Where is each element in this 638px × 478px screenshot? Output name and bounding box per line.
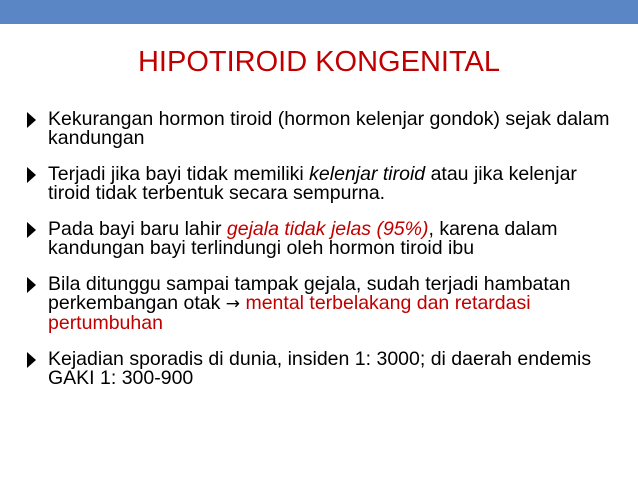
slide-title: HIPOTIROID KONGENITAL [137,46,500,78]
bullet-list [26,110,616,405]
bullet-item-1 [26,110,616,148]
bullet-text-part: , karena dalam kandungan bayi terlindungi oleh hormon tiroid ibu [48,218,558,259]
triangle-right-icon [27,277,36,293]
bullet-item-2 [26,165,616,203]
triangle-right-icon [27,222,36,238]
arrow-right-icon: → [225,294,241,314]
bullet-text-highlight: mental terbelakang dan retardasi pertumbuhan [48,292,531,334]
top-accent-bar [0,0,638,24]
triangle-right-icon [27,167,36,183]
bullet-text-part: Bila ditunggu sampai tampak gejala, sudah terjadi hambatan perkembangan otak [48,273,571,314]
bullet-item-3 [26,220,616,258]
bullet-text-part: Pada bayi baru lahir [48,218,227,240]
bullet-text: Kekurangan hormon tiroid (hormon kelenjar gondok) sejak dalam kandungan [48,108,610,149]
triangle-right-icon [27,352,36,368]
bullet-item-5 [26,350,616,388]
bullet-text-part: atau jika kelenjar tiroid tidak terbentuk secara sempurna. [48,163,577,204]
triangle-right-icon [27,112,36,128]
bullet-item-4 [26,275,616,333]
bullet-text: Kejadian sporadis di dunia, insiden 1: 3000; di daerah endemis GAKI 1: 300-900 [48,348,592,389]
bullet-text-italic: kelenjar tiroid [309,163,426,185]
bullet-text-highlight: gejala tidak jelas (95%) [226,218,429,240]
bullet-text-part: Terjadi jika bayi tidak memiliki [48,163,310,185]
